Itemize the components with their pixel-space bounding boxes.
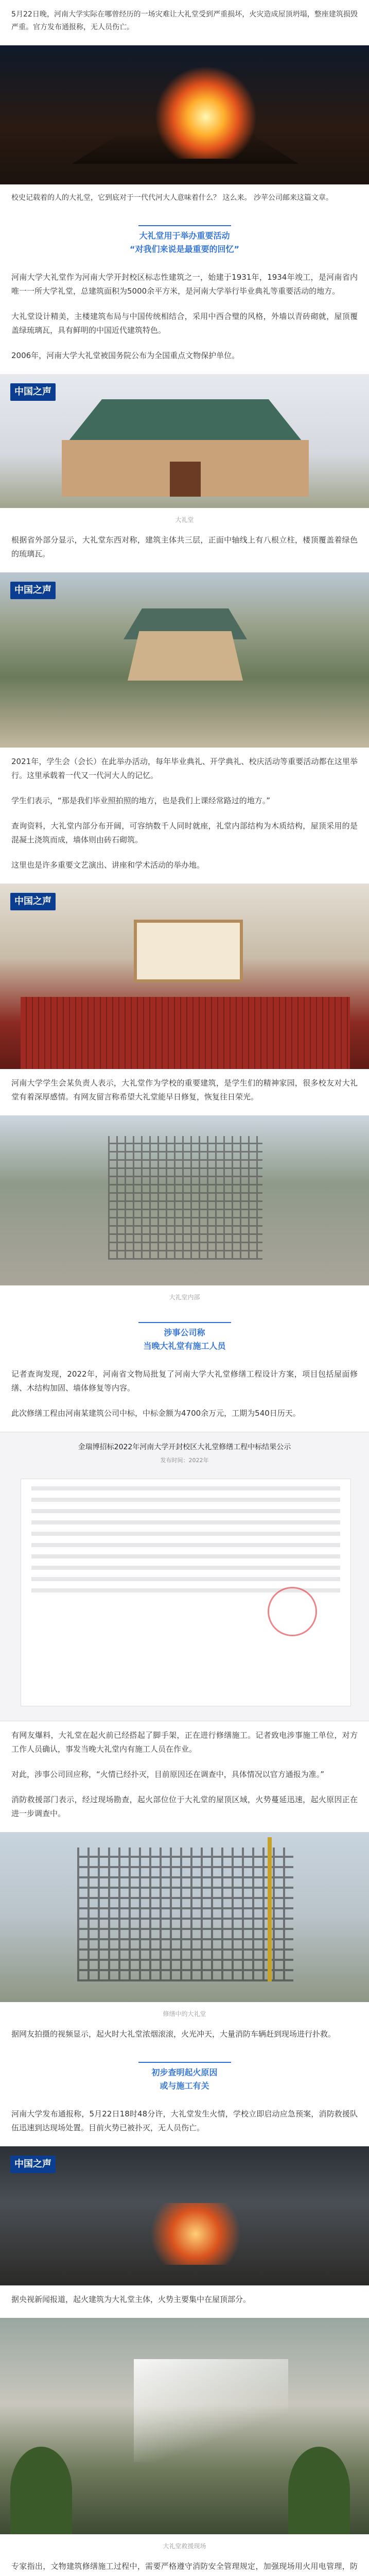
doc-line <box>31 1554 340 1558</box>
section-title-line2: “对我们来说是最重要的回忆” <box>129 244 240 254</box>
s4-paragraph-1: 有网友爆料，大礼堂在起火前已经搭起了脚手架，正在进行修缮施工。记者致电涉事施工单位，对方工作人员确认，事发当晚大礼堂内有施工人员在作业。 <box>11 1731 358 1754</box>
section-title-line1: 大礼堂用于举办重要活动 <box>139 231 230 241</box>
auditorium-interior-photo <box>0 884 369 1069</box>
doc-line <box>31 1486 340 1490</box>
media-watermark: 中国之声 <box>10 582 56 599</box>
main-door <box>170 462 201 497</box>
fire-night-photo <box>0 45 369 184</box>
green-tile-roof <box>46 395 324 441</box>
s1-paragraph-2: 大礼堂设计精美，主楼建筑布局与中国传统相结合，采用中西合璧的风格，外墙以青砖砌就，屋顶覆盖绿琉璃瓦，具有鲜明的中国近代建筑特色。 <box>11 312 358 335</box>
s1-paragraph-1: 河南大学大礼堂作为河南大学开封校区标志性建筑之一，始建于1931年，1934年竣工，是河南省内唯一一所大学礼堂，总建筑面积为5000余平方米，是河南大学举行毕业典礼等重要活动的地方。 <box>11 273 358 296</box>
doc-line <box>31 1509 340 1513</box>
aerial-scaffold-photo <box>0 1115 369 1285</box>
section-rule <box>138 2062 231 2063</box>
document-meta: 发布时间：2022年 <box>160 1457 209 1464</box>
section-rule <box>138 1322 231 1323</box>
s5-paragraph-1: 据网友拍摄的视频显示，起火时大礼堂浓烟滚滚，火光冲天，大量消防车辆赶到现场进行扑救。 <box>11 2029 336 2039</box>
stage <box>134 920 243 982</box>
s1b-paragraph-3: 学生们表示，“那是我们毕业照拍照的地方，也是我们上课经常路过的地方。” <box>11 796 271 805</box>
s1b-paragraph-1: 根据省外部分显示，大礼堂东西对称，建筑主体共三层，正面中轴线上有八根立柱，楼顶覆盖着绿色的琉璃瓦。 <box>11 535 358 558</box>
fire-video-frame <box>0 2146 369 2285</box>
scaffolding <box>108 1136 262 1260</box>
doc-line <box>31 1577 340 1581</box>
flame-glow <box>154 66 257 159</box>
section-rule <box>138 225 231 226</box>
section-title-line2: 当晚大礼堂有施工人员 <box>143 1341 226 1351</box>
media-watermark: 中国之声 <box>10 893 56 910</box>
section-title-2 <box>77 1322 293 1353</box>
seat-rows <box>21 997 350 1069</box>
s1-paragraph-3: 2006年，河南大学大礼堂被国务院公布为全国重点文物保护单位。 <box>11 351 240 360</box>
tree <box>288 2447 350 2534</box>
intro-paragraph-1: 5月22日晚，河南大学实际在哪曾经历的一场灾难让大礼堂受到严重损坏，火灾造成屋顶坍塌，整座建筑损毁严重。官方发布通报称，无人员伤亡。 <box>11 10 358 31</box>
document-heading: 金瑞博招标2022年河南大学开封校区大礼堂修缮工程中标结果公示 <box>78 1443 291 1451</box>
flame-glow <box>144 2203 247 2265</box>
s1c-paragraph-1: 查询资料，大礼堂内部分布开阔，可容纳数千人同时就座，礼堂内部结构为木质结构，屋顶采用的是混凝土浇筑而成，墙体则由砖石砌筑。 <box>11 821 358 844</box>
intro-paragraph-2: 校史记载着的人的大礼堂，它到底对于一代代河大人意味着什么？ 这么来。 沙苹公司邮来这篇文章。 <box>11 194 333 202</box>
doc-line <box>31 1566 340 1570</box>
s2-paragraph-1: 河南大学学生会某负责人表示，大礼堂作为学校的重要建筑，是学生们的精神家园，很多校友对大礼堂有着深厚感情。有网友留言称希望大礼堂能早日修复，恢复往日荣光。 <box>11 1078 358 1101</box>
water-spray <box>134 2359 288 2462</box>
image-caption: 大礼堂救援现场 <box>163 2543 206 2550</box>
red-seal-stamp <box>268 1587 317 1636</box>
s1c-paragraph-2: 这里也是许多重要文艺演出、讲座和学术活动的举办地。 <box>11 860 205 870</box>
s6-paragraph-2: 据央视新闻报道，起火建筑为大礼堂主体，火势主要集中在屋顶部分。 <box>11 2295 251 2304</box>
doc-line <box>31 1520 340 1524</box>
section-title-line2: 或与施工有关 <box>160 2081 209 2091</box>
s4-paragraph-2: 对此，涉事公司回应称，“火情已经扑灭，目前原因还在调查中，具体情况以官方通报为准。” <box>11 1770 325 1779</box>
section-title-3 <box>77 2062 293 2093</box>
s6-paragraph-1: 河南大学发布通报称，5月22日18时48分许，大礼堂发生火情，学校立即启动应急预案，消防救援队伍迅速到达现场处置。目前火势已被扑灭，无人员伤亡。 <box>11 2109 358 2132</box>
scaffold-closeup-photo <box>0 1832 369 2002</box>
media-watermark: 中国之声 <box>10 383 56 401</box>
doc-line <box>31 1498 340 1502</box>
s3-paragraph-1: 记者查询发现，2022年，河南省文物局批复了河南大学大礼堂修缮工程设计方案，项目包括屋面修缮、木结构加固、墙体修复等内容。 <box>11 1369 358 1393</box>
s3-paragraph-2: 此次修缮工程由河南某建筑公司中标，中标金额为4700余万元，工期为540日历天。 <box>11 1409 301 1418</box>
section-title-line1: 初步查明起火原因 <box>151 2067 218 2077</box>
s1b-paragraph-2: 2021年，学生会（会长）在此举办活动，每年毕业典礼、开学典礼、校庆活动等重要活动都在这里举行。这里承载着一代又一代河大人的记忆。 <box>11 757 358 780</box>
image-caption: 修缮中的大礼堂 <box>163 2010 206 2018</box>
image-caption: 大礼堂 <box>175 516 194 523</box>
s4-paragraph-3: 消防救援部门表示，经过现场勘查，起火部位位于大礼堂的屋顶区域，火势蔓延迅速，起火原因正在进一步调查中。 <box>11 1795 358 1818</box>
section-title-1 <box>77 225 293 256</box>
image-caption: 大礼堂内部 <box>169 1294 200 1301</box>
article-page <box>0 8 369 2576</box>
campus-aerial-photo <box>0 572 369 748</box>
s7-paragraph-1: 专家指出，文物建筑修缮施工过程中，需要严格遵守消防安全管理规定，加强现场用火用电管理，防 <box>11 2562 358 2571</box>
tree <box>10 2447 72 2534</box>
scaffolding <box>77 1848 293 1981</box>
doc-line <box>31 1532 340 1536</box>
auditorium-exterior-photo <box>0 374 369 508</box>
section-title-line1: 涉事公司称 <box>164 1328 205 1337</box>
crane <box>268 1837 272 1981</box>
media-watermark: 中国之声 <box>10 2156 56 2173</box>
firefighting-photo <box>0 2318 369 2534</box>
bid-document-screenshot <box>0 1432 369 1721</box>
doc-line <box>31 1543 340 1547</box>
